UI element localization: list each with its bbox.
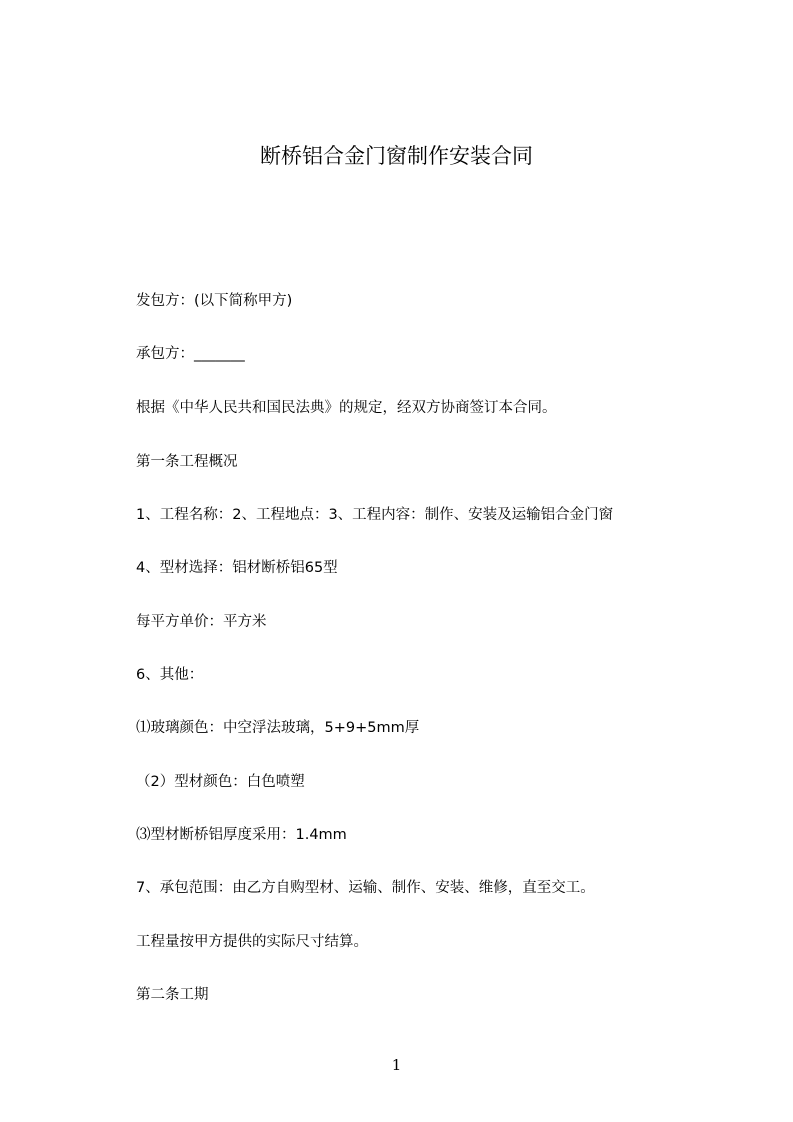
project-overview-line: 1、工程名称：2、工程地点：3、工程内容：制作、安装及运输铝合金门窗 bbox=[136, 507, 614, 523]
article-1-heading: 第一条工程概况 bbox=[136, 454, 238, 470]
quantity-settlement-line: 工程量按甲方提供的实际尺寸结算。 bbox=[136, 934, 368, 950]
other-heading: 6、其他： bbox=[136, 667, 204, 683]
profile-thickness-line: ⑶型材断桥铝厚度采用：1.4mm bbox=[136, 827, 347, 843]
party-a-line: 发包方：(以下简称甲方) bbox=[136, 293, 293, 309]
contract-scope-line: 7、承包范围：由乙方自购型材、运输、制作、安装、维修，直至交工。 bbox=[136, 880, 595, 896]
party-b-line: 承包方：_______ bbox=[136, 346, 245, 362]
page-number: 1 bbox=[391, 1056, 402, 1074]
glass-color-line: ⑴玻璃颜色：中空浮法玻璃，5+9+5mm厚 bbox=[136, 720, 420, 736]
unit-price-line: 每平方单价：平方米 bbox=[136, 614, 267, 630]
document-title: 断桥铝合金门窗制作安装合同 bbox=[260, 144, 533, 168]
profile-selection-line: 4、型材选择：铝材断桥铝65型 bbox=[136, 560, 338, 576]
preamble-paragraph: 根据《中华人民共和国民法典》的规定，经双方协商签订本合同。 bbox=[136, 400, 557, 416]
profile-color-line: （2）型材颜色：白色喷塑 bbox=[136, 774, 305, 790]
article-2-heading: 第二条工期 bbox=[136, 987, 209, 1003]
